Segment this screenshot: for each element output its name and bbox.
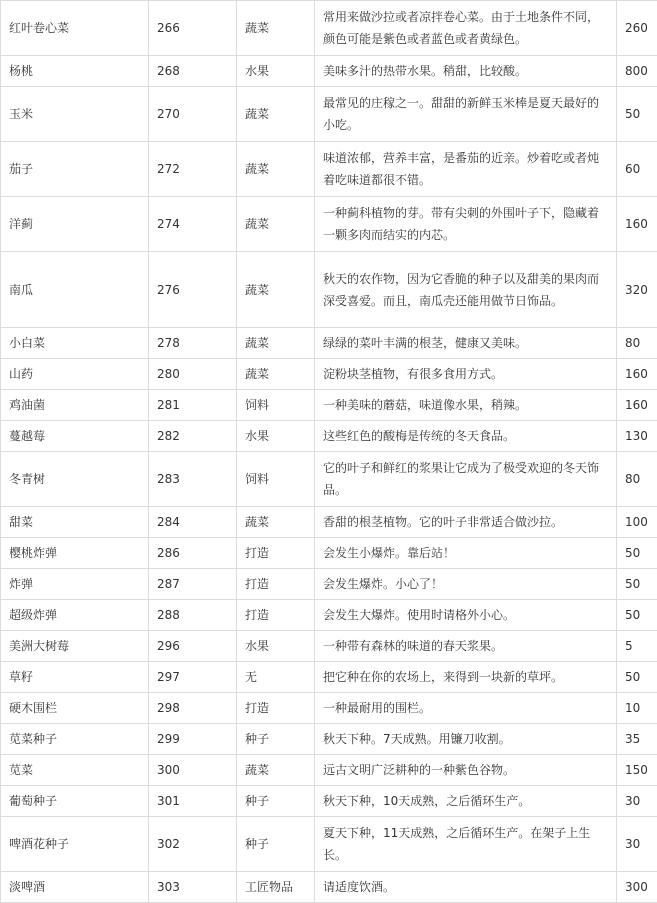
item-name-cell: 苋菜种子 bbox=[1, 724, 149, 755]
item-description-cell: 一种蓟科植物的芽。带有尖刺的外围叶子下，隐藏着一颗多肉而结实的内芯。 bbox=[315, 197, 617, 252]
table-row bbox=[1, 755, 657, 786]
item-description-cell: 会发生爆炸。小心了！ bbox=[315, 569, 617, 600]
item-description-cell: 秋天下种，10天成熟，之后循环生产。 bbox=[315, 786, 617, 817]
table-row bbox=[1, 724, 657, 755]
item-price-cell: 160 bbox=[617, 390, 657, 421]
item-category-cell: 打造 bbox=[237, 569, 315, 600]
item-id-cell: 272 bbox=[149, 142, 237, 197]
item-description-cell: 请适度饮酒。 bbox=[315, 872, 617, 903]
item-category-cell: 种子 bbox=[237, 786, 315, 817]
item-name-cell: 蔓越莓 bbox=[1, 421, 149, 452]
table-row bbox=[1, 87, 657, 142]
item-name-cell: 洋蓟 bbox=[1, 197, 149, 252]
item-name-cell: 苋菜 bbox=[1, 755, 149, 786]
item-category-cell: 蔬菜 bbox=[237, 755, 315, 786]
item-name-cell: 硬木围栏 bbox=[1, 693, 149, 724]
item-id-cell: 281 bbox=[149, 390, 237, 421]
item-name-cell: 甜菜 bbox=[1, 507, 149, 538]
table-row bbox=[1, 328, 657, 359]
item-price-cell: 30 bbox=[617, 817, 657, 872]
item-category-cell: 工匠物品 bbox=[237, 872, 315, 903]
item-description-cell: 一种美味的蘑菇，味道像水果，稍辣。 bbox=[315, 390, 617, 421]
item-price-cell: 50 bbox=[617, 569, 657, 600]
item-name-cell: 葡萄种子 bbox=[1, 786, 149, 817]
item-category-cell: 蔬菜 bbox=[237, 87, 315, 142]
item-category-cell: 饲料 bbox=[237, 390, 315, 421]
item-category-cell: 种子 bbox=[237, 817, 315, 872]
item-name-cell: 茄子 bbox=[1, 142, 149, 197]
item-name-cell: 美洲大树莓 bbox=[1, 631, 149, 662]
item-id-cell: 303 bbox=[149, 872, 237, 903]
item-name-cell: 炸弹 bbox=[1, 569, 149, 600]
item-name-cell: 红叶卷心菜 bbox=[1, 1, 149, 56]
item-id-cell: 278 bbox=[149, 328, 237, 359]
item-price-cell: 60 bbox=[617, 142, 657, 197]
item-description-cell: 最常见的庄稼之一。甜甜的新鲜玉米棒是夏天最好的小吃。 bbox=[315, 87, 617, 142]
item-description-cell: 这些红色的酸梅是传统的冬天食品。 bbox=[315, 421, 617, 452]
item-price-cell: 80 bbox=[617, 328, 657, 359]
table-row bbox=[1, 662, 657, 693]
item-category-cell: 打造 bbox=[237, 693, 315, 724]
item-name-cell: 鸡油菌 bbox=[1, 390, 149, 421]
item-name-cell: 玉米 bbox=[1, 87, 149, 142]
item-id-cell: 270 bbox=[149, 87, 237, 142]
item-id-cell: 287 bbox=[149, 569, 237, 600]
item-category-cell: 蔬菜 bbox=[237, 252, 315, 328]
item-name-cell: 超级炸弹 bbox=[1, 600, 149, 631]
item-description-cell: 一种带有森林的味道的春天浆果。 bbox=[315, 631, 617, 662]
item-description-cell: 香甜的根茎植物。它的叶子非常适合做沙拉。 bbox=[315, 507, 617, 538]
item-price-cell: 5 bbox=[617, 631, 657, 662]
item-name-cell: 山药 bbox=[1, 359, 149, 390]
item-category-cell: 种子 bbox=[237, 724, 315, 755]
item-name-cell: 南瓜 bbox=[1, 252, 149, 328]
table-row bbox=[1, 390, 657, 421]
item-id-cell: 280 bbox=[149, 359, 237, 390]
item-price-cell: 130 bbox=[617, 421, 657, 452]
item-id-cell: 301 bbox=[149, 786, 237, 817]
item-name-cell: 啤酒花种子 bbox=[1, 817, 149, 872]
item-name-cell: 淡啤酒 bbox=[1, 872, 149, 903]
item-description-cell: 会发生小爆炸。靠后站！ bbox=[315, 538, 617, 569]
item-category-cell: 蔬菜 bbox=[237, 507, 315, 538]
item-category-cell: 打造 bbox=[237, 600, 315, 631]
item-price-cell: 300 bbox=[617, 872, 657, 903]
table-row bbox=[1, 507, 657, 538]
item-description-cell: 把它种在你的农场上，来得到一块新的草坪。 bbox=[315, 662, 617, 693]
item-description-cell: 秋天下种。7天成熟。用镰刀收割。 bbox=[315, 724, 617, 755]
item-description-cell: 秋天的农作物，因为它香脆的种子以及甜美的果肉而深受喜爱。而且，南瓜壳还能用做节日饰品。 bbox=[315, 252, 617, 328]
item-price-cell: 50 bbox=[617, 600, 657, 631]
table-row bbox=[1, 359, 657, 390]
table-row bbox=[1, 600, 657, 631]
item-name-cell: 冬青树 bbox=[1, 452, 149, 507]
item-category-cell: 蔬菜 bbox=[237, 197, 315, 252]
table-row bbox=[1, 631, 657, 662]
item-id-cell: 298 bbox=[149, 693, 237, 724]
item-price-cell: 50 bbox=[617, 538, 657, 569]
table-row bbox=[1, 569, 657, 600]
item-category-cell: 无 bbox=[237, 662, 315, 693]
item-price-cell: 260 bbox=[617, 1, 657, 56]
item-id-cell: 276 bbox=[149, 252, 237, 328]
table-row bbox=[1, 538, 657, 569]
table-row bbox=[1, 452, 657, 507]
item-price-cell: 160 bbox=[617, 197, 657, 252]
item-category-cell: 水果 bbox=[237, 421, 315, 452]
item-name-cell: 杨桃 bbox=[1, 56, 149, 87]
item-id-cell: 302 bbox=[149, 817, 237, 872]
item-price-cell: 320 bbox=[617, 252, 657, 328]
item-price-cell: 800 bbox=[617, 56, 657, 87]
item-category-cell: 水果 bbox=[237, 56, 315, 87]
item-id-cell: 283 bbox=[149, 452, 237, 507]
item-category-cell: 水果 bbox=[237, 631, 315, 662]
item-name-cell: 小白菜 bbox=[1, 328, 149, 359]
item-category-cell: 打造 bbox=[237, 538, 315, 569]
table-row bbox=[1, 1, 657, 56]
item-id-cell: 282 bbox=[149, 421, 237, 452]
item-price-cell: 10 bbox=[617, 693, 657, 724]
table-row bbox=[1, 872, 657, 903]
item-category-cell: 饲料 bbox=[237, 452, 315, 507]
item-price-cell: 80 bbox=[617, 452, 657, 507]
item-id-cell: 268 bbox=[149, 56, 237, 87]
table-row bbox=[1, 421, 657, 452]
item-id-cell: 284 bbox=[149, 507, 237, 538]
item-id-cell: 286 bbox=[149, 538, 237, 569]
table-row bbox=[1, 252, 657, 328]
item-price-cell: 160 bbox=[617, 359, 657, 390]
item-price-cell: 50 bbox=[617, 662, 657, 693]
item-id-cell: 300 bbox=[149, 755, 237, 786]
item-price-cell: 30 bbox=[617, 786, 657, 817]
item-price-cell: 100 bbox=[617, 507, 657, 538]
item-description-cell: 远古文明广泛耕种的一种紫色谷物。 bbox=[315, 755, 617, 786]
item-id-cell: 296 bbox=[149, 631, 237, 662]
item-description-cell: 它的叶子和鲜红的浆果让它成为了极受欢迎的冬天饰品。 bbox=[315, 452, 617, 507]
table-row bbox=[1, 197, 657, 252]
item-description-cell: 夏天下种，11天成熟，之后循环生产。在架子上生长。 bbox=[315, 817, 617, 872]
item-name-cell: 草籽 bbox=[1, 662, 149, 693]
item-id-cell: 297 bbox=[149, 662, 237, 693]
table-row bbox=[1, 786, 657, 817]
table-row bbox=[1, 142, 657, 197]
item-category-cell: 蔬菜 bbox=[237, 328, 315, 359]
table-row bbox=[1, 693, 657, 724]
item-price-cell: 150 bbox=[617, 755, 657, 786]
table-row bbox=[1, 817, 657, 872]
item-description-cell: 一种最耐用的围栏。 bbox=[315, 693, 617, 724]
item-description-cell: 会发生大爆炸。使用时请格外小心。 bbox=[315, 600, 617, 631]
item-id-cell: 299 bbox=[149, 724, 237, 755]
item-description-cell: 绿绿的菜叶丰满的根茎，健康又美味。 bbox=[315, 328, 617, 359]
item-description-cell: 淀粉块茎植物，有很多食用方式。 bbox=[315, 359, 617, 390]
item-description-cell: 味道浓郁，营养丰富，是番茄的近亲。炒着吃或者炖着吃味道都很不错。 bbox=[315, 142, 617, 197]
item-description-cell: 常用来做沙拉或者凉拌卷心菜。由于土地条件不同，颜色可能是紫色或者蓝色或者黄绿色。 bbox=[315, 1, 617, 56]
table-row bbox=[1, 56, 657, 87]
item-price-cell: 50 bbox=[617, 87, 657, 142]
item-description-cell: 美味多汁的热带水果。稍甜，比较酸。 bbox=[315, 56, 617, 87]
item-name-cell: 樱桃炸弹 bbox=[1, 538, 149, 569]
item-id-cell: 288 bbox=[149, 600, 237, 631]
item-category-cell: 蔬菜 bbox=[237, 1, 315, 56]
item-id-cell: 266 bbox=[149, 1, 237, 56]
item-category-cell: 蔬菜 bbox=[237, 359, 315, 390]
item-category-cell: 蔬菜 bbox=[237, 142, 315, 197]
item-price-cell: 35 bbox=[617, 724, 657, 755]
item-table-body bbox=[1, 1, 657, 903]
item-id-cell: 274 bbox=[149, 197, 237, 252]
